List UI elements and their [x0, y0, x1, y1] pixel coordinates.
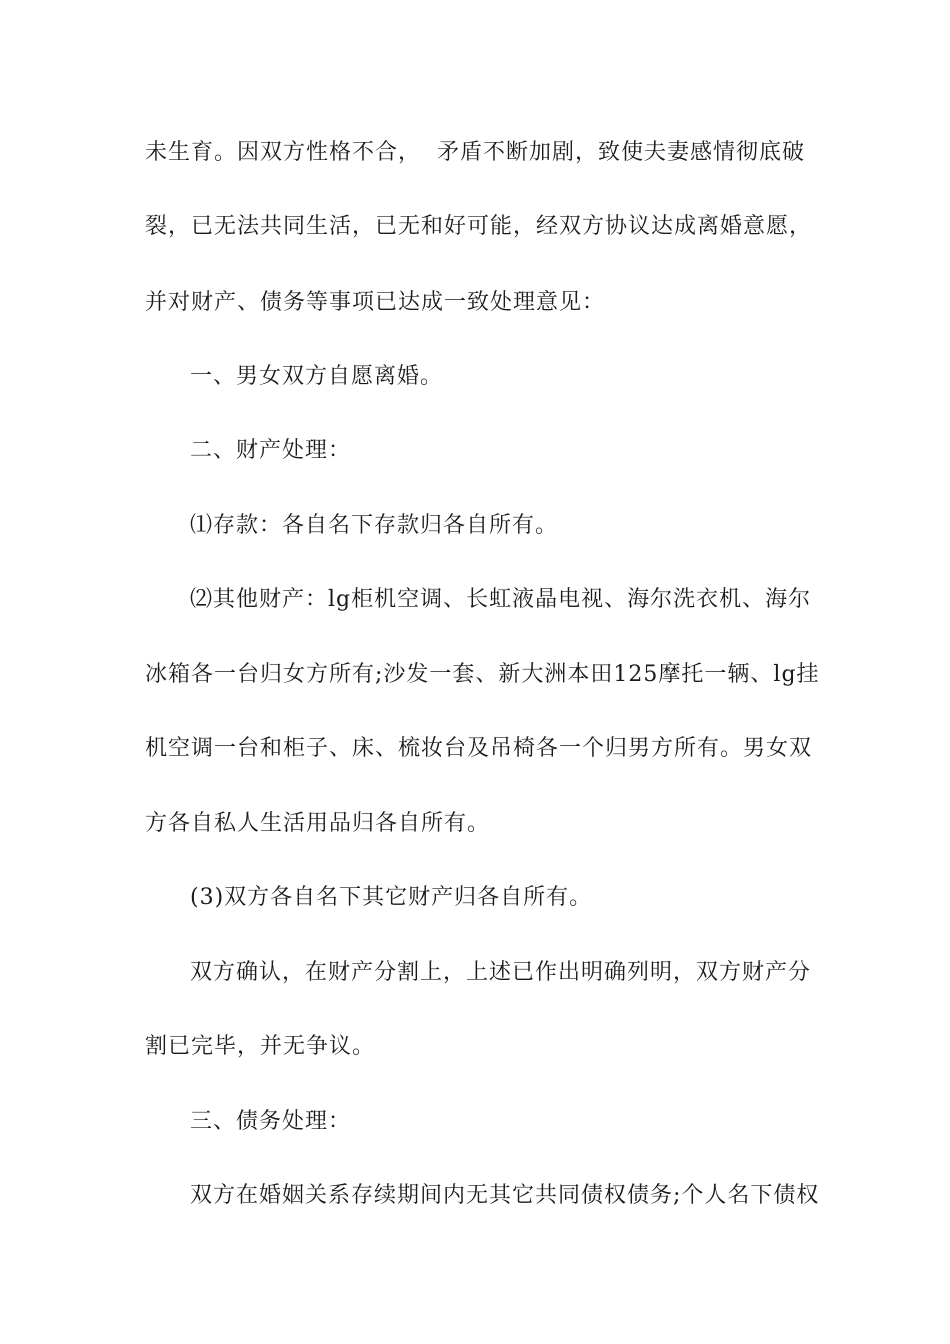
paragraph-line: 方各自私人生活用品归各自所有。	[145, 811, 491, 836]
paragraph-line: 机空调一台和柜子、床、梳妆台及吊椅各一个归男方所有。男女双	[145, 736, 813, 761]
paragraph-line: ⑵其他财产：lg柜机空调、长虹液晶电视、海尔洗衣机、海尔	[190, 587, 812, 612]
section-heading-divorce: 一、男女双方自愿离婚。	[190, 364, 444, 389]
paragraph-line: 双方确认，在财产分割上，上述已作出明确列明，双方财产分	[190, 960, 812, 985]
paragraph-line: 双方在婚姻关系存续期间内无其它共同债权债务;个人名下债权	[190, 1183, 820, 1208]
paragraph-line: 未生育。因双方性格不合， 矛盾不断加剧，致使夫妻感情彻底破	[145, 140, 805, 165]
paragraph-line: (3)双方各自名下其它财产归各自所有。	[190, 885, 593, 910]
paragraph-line: 割已完毕，并无争议。	[145, 1034, 376, 1059]
paragraph-line: ⑴存款：各自名下存款归各自所有。	[190, 513, 559, 538]
section-heading-debts: 三、债务处理：	[190, 1109, 352, 1134]
paragraph-line: 并对财产、债务等事项已达成一致处理意见：	[145, 290, 606, 315]
section-heading-property: 二、财产处理：	[190, 438, 352, 463]
paragraph-line: 冰箱各一台归女方所有;沙发一套、新大洲本田125摩托一辆、lg挂	[145, 662, 820, 687]
paragraph-line: 裂，已无法共同生活，已无和好可能，经双方协议达成离婚意愿，	[145, 214, 813, 239]
